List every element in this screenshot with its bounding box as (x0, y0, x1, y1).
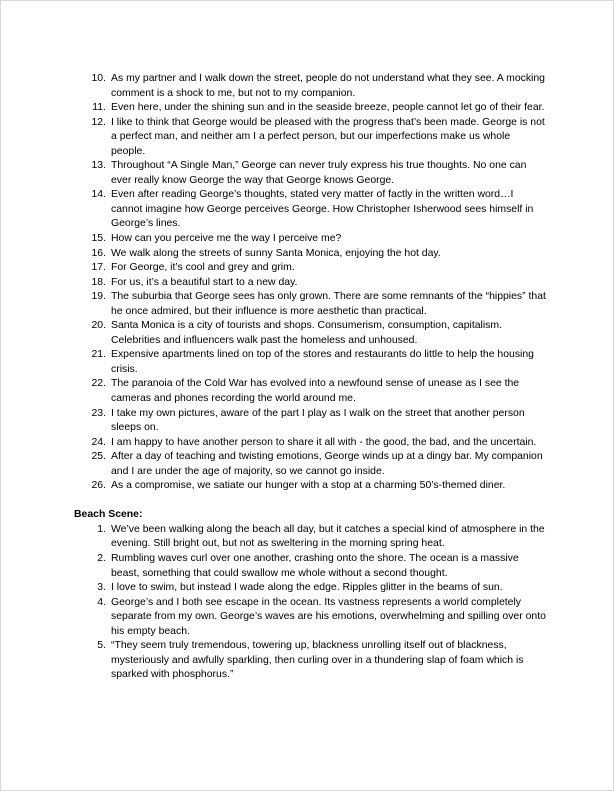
list-item-text: Expensive apartments lined on top of the stores and restaurants do little to help the housing crisis. (111, 349, 534, 375)
list-item (74, 450, 546, 479)
beach-scene-list (74, 523, 546, 683)
list-item-number: 19. (91, 291, 106, 303)
list-item-number: 21. (91, 349, 106, 361)
list-item-number: 14. (91, 189, 106, 201)
list-item (74, 639, 546, 683)
list-item-text: I love to swim, but instead I wade along the edge. Ripples glitter in the beams of sun. (111, 582, 503, 594)
list-item-text: Throughout “A Single Man,” George can never truly express his true thoughts. No one can ever really know George the way that George knows George. (111, 160, 527, 186)
list-item (74, 159, 546, 188)
list-item-number: 23. (91, 407, 106, 419)
list-item (74, 407, 546, 436)
list-item (74, 188, 546, 232)
list-item-text: Even after reading George’s thoughts, stated very matter of factly in the written word…I cannot imagine how George perceives George. How Christopher Isherwood sees himself in George’s lines. (111, 189, 534, 230)
list-item (74, 581, 546, 596)
list-item (74, 523, 546, 552)
list-item (74, 377, 546, 406)
list-item (74, 290, 546, 319)
list-item-number: 2. (97, 553, 106, 564)
list-item-text: For George, it’s cool and grey and grim. (111, 262, 295, 274)
list-item-text: We’ve been walking along the beach all day, but it catches a special kind of atmosphere in the evening. Still bright out, but not as sweltering in the morning spring heat. (111, 523, 545, 550)
list-item-number: 18. (91, 276, 106, 288)
list-item-number: 4. (97, 596, 106, 608)
list-item-number: 24. (91, 436, 106, 448)
list-item-number: 16. (91, 247, 106, 259)
list-item-number: 12. (91, 116, 106, 128)
section-heading: Beach Scene: (74, 509, 143, 521)
list-item-number: 3. (97, 582, 106, 594)
list-item (74, 319, 546, 348)
list-item-text: Rumbling waves curl over one another, crashing onto the shore. The ocean is a massive beast, something that could swallow me whole without a second thought. (111, 553, 519, 579)
list-item-text: We walk along the streets of sunny Santa Monica, enjoying the hot day. (111, 247, 441, 259)
list-item (74, 596, 546, 640)
list-item-text: The paranoia of the Cold War has evolved into a newfound sense of unease as I see the cameras and phones recording the world around me. (111, 378, 520, 405)
document-body (74, 72, 546, 683)
list-item-number: 22. (91, 378, 106, 390)
list-item-number: 11. (92, 102, 106, 114)
list-item (74, 261, 546, 276)
list-item-number: 25. (91, 451, 106, 463)
list-item-number: 5. (97, 640, 106, 652)
list-item (74, 436, 546, 451)
list-item-text: Even here, under the shining sun and in the seaside breeze, people cannot let go of their fear. (111, 102, 545, 114)
list-item-number: 26. (91, 480, 106, 492)
list-item (74, 276, 546, 291)
list-item-text: I like to think that George would be pleased with the progress that’s been made. George is not a perfect man, and neither am I a perfect person, but our imperfections make us whole people. (111, 116, 545, 157)
list-item (74, 101, 546, 116)
list-item-number: 10. (91, 73, 106, 84)
list-item-number: 17. (91, 262, 106, 274)
list-item-text: “They seem truly tremendous, towering up, blackness unrolling itself out of blackness, mysteriously and awfully sparkling, then curling over in a thundering slap of foam which is sparked with phosphorus.” (111, 640, 524, 681)
list-item-number: 13. (91, 160, 106, 172)
list-item (74, 479, 546, 494)
list-item-number: 15. (91, 233, 106, 245)
list-item (74, 552, 546, 581)
list-item-text: For us, it’s a beautiful start to a new day. (111, 276, 298, 288)
list-item (74, 72, 546, 101)
list-item (74, 232, 546, 247)
list-item-text: Santa Monica is a city of tourists and shops. Consumerism, consumption, capitalism. Celebrities and influencers walk past the homeless and unhoused. (111, 320, 502, 346)
list-item-text: After a day of teaching and twisting emotions, George winds up at a dingy bar. My companion and I are under the age of majority, so we cannot go inside. (111, 451, 543, 477)
numbered-list (74, 72, 546, 494)
list-item-number: 1. (97, 523, 106, 535)
list-item (74, 348, 546, 377)
list-item-text: I am happy to have another person to share it all with - the good, the bad, and the uncertain. (111, 436, 537, 448)
list-item-text: How can you perceive me the way I perceive me? (111, 233, 342, 245)
list-item (74, 116, 546, 160)
list-item-text: The suburbia that George sees has only grown. There are some remnants of the “hippies” that he once admired, but their influence is more aesthetic than practical. (111, 291, 546, 317)
list-item-text: As a compromise, we satiate our hunger with a stop at a charming 50’s-themed diner. (111, 480, 506, 492)
list-item-text: George’s and I both see escape in the ocean. Its vastness represents a world completely separate from my own. George’s waves are his emotions, overwhelming and spilling over onto his empty beach. (111, 596, 546, 637)
list-item (74, 247, 546, 262)
list-item-text: As my partner and I walk down the street, people do not understand what they see. A mocking comment is a shock to me, but not to my companion. (111, 73, 545, 99)
list-item-number: 20. (91, 320, 106, 332)
list-item-text: I take my own pictures, aware of the part I play as I walk on the street that another person sleeps on. (111, 407, 525, 434)
